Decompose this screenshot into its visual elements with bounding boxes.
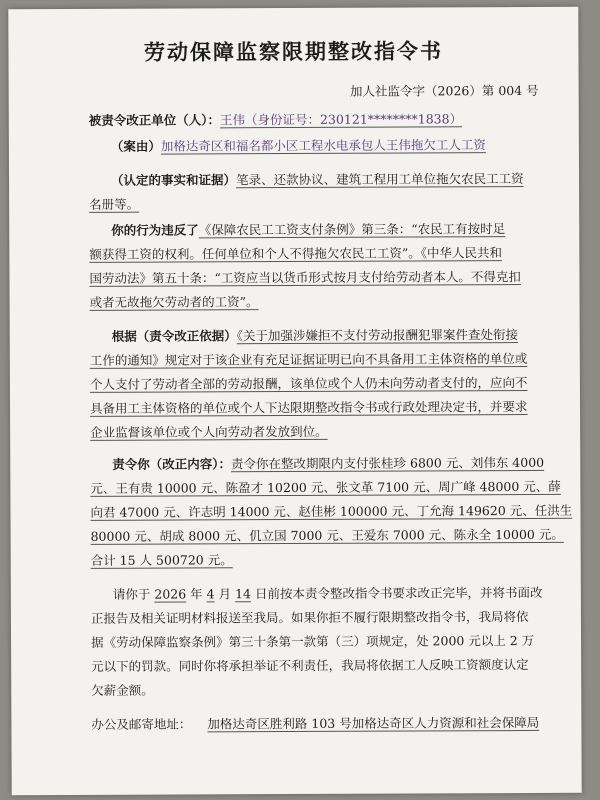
basis-line-4: 具备用工主体资格的单位或个人下达限期整改指令书或行政处理决定书，并要求 [89,398,528,416]
order-label: 责令你（改正内容）： [112,456,232,472]
document-number: 加人社监令字（2026）第 004 号 [349,82,539,99]
deadline-line-2: 正报告及相关证明材料报送至我局。如果你拒不履行限期整改指令书，我局将依 [90,608,529,626]
basis-line-2: 工作的通知》规定对于该企业有充足证据证明已向不具备用工主体资格的单位或 [89,350,528,368]
facts-line-1: （认定的事实和证据）笔录、还款协议、建筑工程用工单位拖欠农民工工资 [111,171,524,188]
basis-line-1: 根据（责令改正依据）《关于加强涉嫌拒不支付劳动报酬犯罪案件查处衔接 [111,327,519,344]
violation-line-1: 你的行为违反了《保障农民工工资支付条例》第三条：“农民工有按时足 [111,221,506,238]
party-line [89,107,519,133]
party-value: 王伟（身份证号：230121********1838） [220,111,463,128]
order-line-2: 元、王有贵 10000 元、陈盈才 10200 元、张文革 7100 元、周广峰 48000 元、薛 [90,478,561,496]
case-line [89,133,541,159]
order-line-3: 向君 47000 元、许志明 14000 元、赵佳彬 100000 元、丁允海 149620 元、任洪生 [90,502,573,520]
order-line-5: 合计 15 人 500720 元。 [90,552,233,568]
violation-line-2: 额获得工资的权利。任何单位和个人不得拖欠农民工工资”。《中华人民共和 [89,245,503,262]
violation-line-3: 国劳动法》第五十条：“工资应当以货币形式按月支付给劳动者本人。不得克扣 [89,269,521,286]
deadline-day: 14 [235,586,252,602]
deadline-month: 4 [206,586,215,602]
deadline-year: 2026 [154,586,187,602]
basis-line-3: 个人支付了劳动者全部的劳动报酬，该单位或个人仍未向劳动者支付的，应向不 [89,374,528,392]
deadline-line-5: 欠薪金额。 [91,682,154,698]
case-value: 加格达奇区和福名都小区工程水电承包人王伟拖欠工人工资 [160,137,486,154]
address-line [91,711,540,737]
deadline-line-3: 据《劳动保障监察条例》第三十条第一款第（三）项规定，处 2000 元以上 2 万 [91,632,535,650]
facts-label: （认定的事实和证据） [111,172,237,188]
violation-line-4: 或者无故拖欠劳动者的工资”。 [89,294,259,310]
facts-line-2: 名册等。 [89,196,140,212]
basis-label: 根据（责令改正依据） [111,328,237,344]
basis-line-5: 企业监督该单位或个人向劳动者发放到位。 [90,423,328,440]
case-label: （案由） [110,138,161,154]
order-line-1: 责令你（改正内容）：责令你在整改期限内支付张桂珍 6800 元、刘伟东 4000 [112,454,545,472]
order-document [8,7,581,795]
deadline-line-4: 元以下的罚款。同时你将承担举证不利责任，我局将依据工人反映工资额度认定 [91,656,529,674]
address-value: 加格达奇区胜利路 103 号加格达奇区人力资源和社会保障局 [207,714,540,732]
order-line-4: 80000 元、胡成 8000 元、仉立国 7000 元、王爱东 7000 元、陈永全 10000 元。 [90,526,564,544]
party-label: 被责令改正单位（人）： [88,112,221,128]
deadline-line-1: 请你于 2026 年 4 月 14 日前按本责令整改指令书要求改正完毕，并将书面改 [112,584,543,602]
address-label: 办公及邮寄地址： [91,716,192,732]
document-title: 劳动保障监察限期整改指令书 [143,39,444,65]
